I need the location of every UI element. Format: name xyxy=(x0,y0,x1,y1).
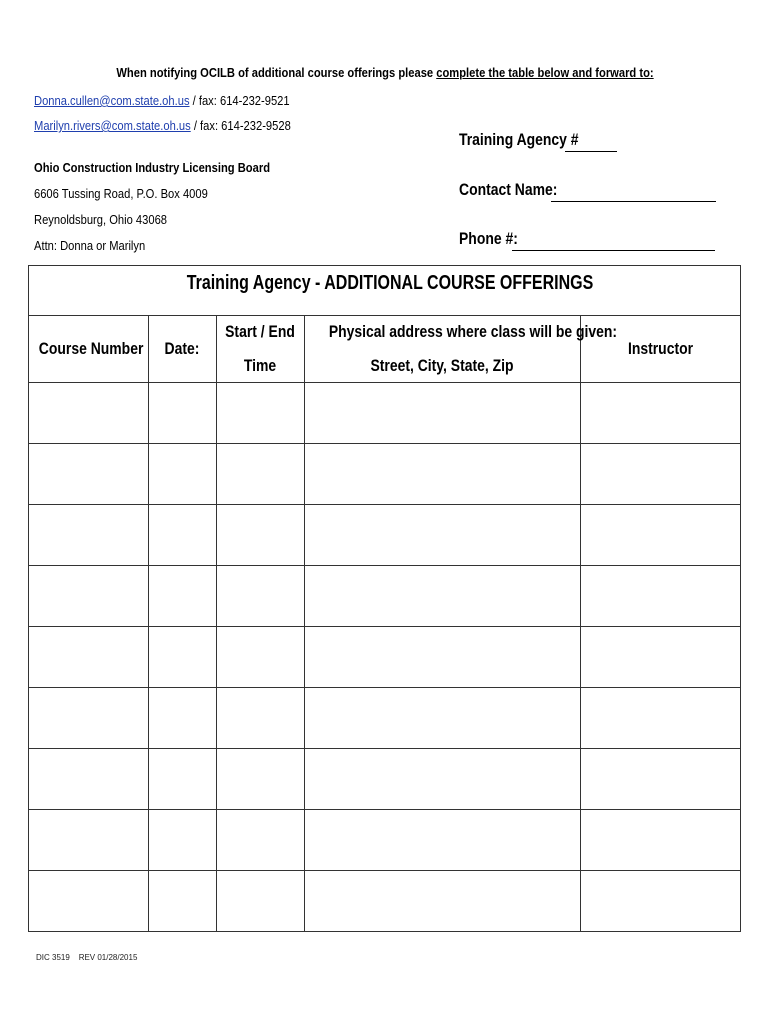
contact-line-donna xyxy=(34,93,290,108)
row-divider xyxy=(28,626,741,627)
row-divider xyxy=(28,809,741,810)
column-divider xyxy=(304,315,305,932)
address-attn: Attn: Donna or Marilyn xyxy=(34,238,146,253)
row-divider xyxy=(28,870,741,871)
header-time-line2: Time xyxy=(243,356,277,375)
contact-line-marilyn xyxy=(34,118,291,133)
contact-name-blank[interactable] xyxy=(551,201,716,202)
contact-name-label: Contact Name: xyxy=(459,180,558,199)
fax-marilyn: / fax: 614-232-9528 xyxy=(190,118,291,133)
intro-prefix: When notifying OCILB of additional course offerings please xyxy=(116,65,437,80)
training-agency-label: Training Agency # xyxy=(459,130,579,149)
column-divider xyxy=(580,315,581,932)
header-address-line2: Street, City, State, Zip xyxy=(370,356,514,375)
row-divider xyxy=(28,443,741,444)
header-instructor: Instructor xyxy=(627,339,694,358)
intro-instructions xyxy=(54,65,716,80)
table-title: Training Agency - ADDITIONAL COURSE OFFERINGS xyxy=(186,272,594,294)
form-revision: REV 01/28/2015 xyxy=(78,953,138,962)
address-city: Reynoldsburg, Ohio 43068 xyxy=(34,212,168,227)
header-address-line1: Physical address where class will be given: xyxy=(328,322,618,341)
fax-donna: / fax: 614-232-9521 xyxy=(189,93,290,108)
header-course-number: Course Number xyxy=(38,339,144,358)
address-org: Ohio Construction Industry Licensing Board xyxy=(34,160,271,175)
training-agency-blank[interactable] xyxy=(565,151,617,152)
row-divider xyxy=(28,565,741,566)
row-divider xyxy=(28,687,741,688)
address-street: 6606 Tussing Road, P.O. Box 4009 xyxy=(34,186,208,201)
table-header-divider xyxy=(28,382,741,383)
column-divider xyxy=(148,315,149,932)
form-footer xyxy=(36,953,137,962)
phone-blank[interactable] xyxy=(512,250,715,251)
email-link-donna[interactable]: Donna.cullen@com.state.oh.us xyxy=(34,93,190,108)
phone-label: Phone #: xyxy=(459,229,518,248)
form-id: DIC 3519 xyxy=(36,953,70,962)
row-divider xyxy=(28,504,741,505)
column-divider xyxy=(216,315,217,932)
header-time-line1: Start / End xyxy=(225,322,295,341)
header-date: Date: xyxy=(164,339,200,358)
intro-underlined: complete the table below and forward to: xyxy=(436,65,654,80)
row-divider xyxy=(28,748,741,749)
email-link-marilyn[interactable]: Marilyn.rivers@com.state.oh.us xyxy=(34,118,191,133)
